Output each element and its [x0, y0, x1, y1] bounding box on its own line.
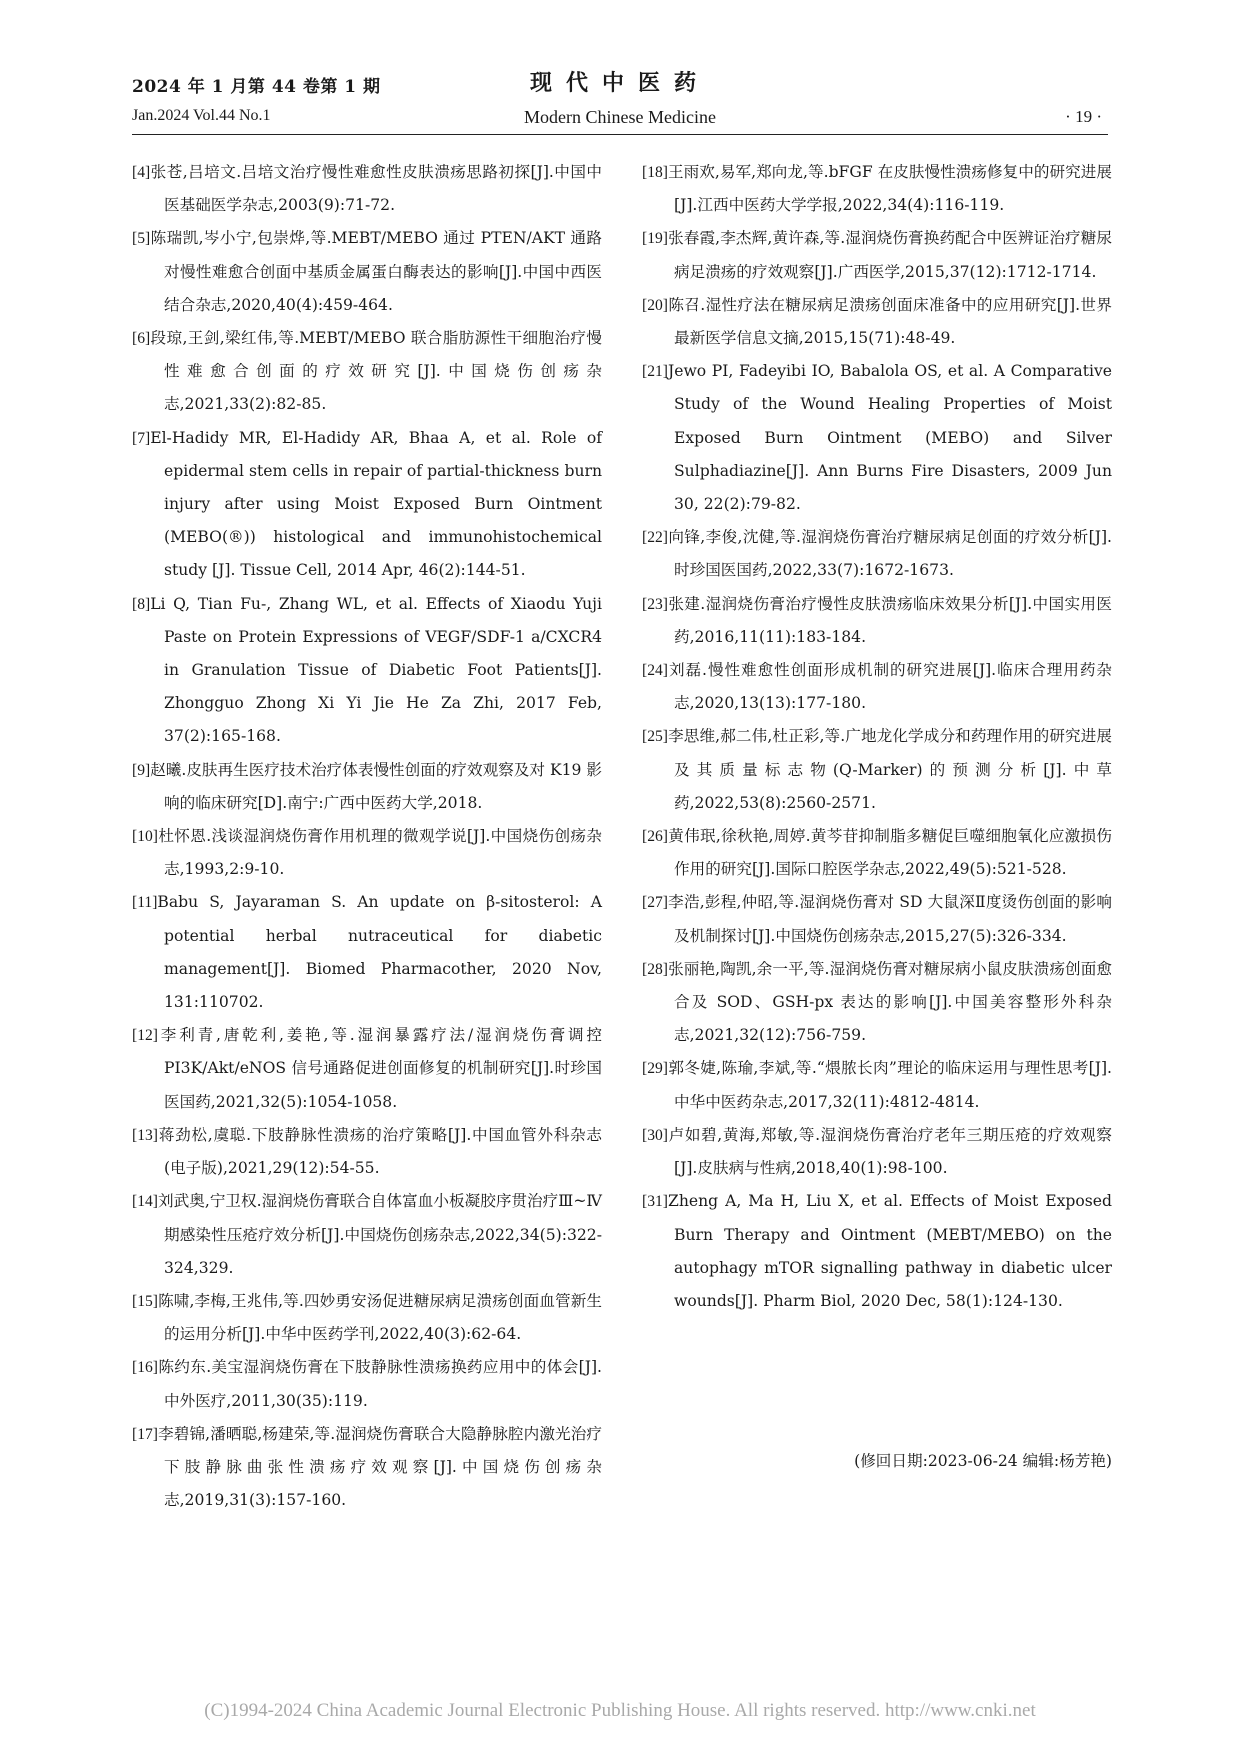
reference-text: 陈约东.美宝湿润烧伤膏在下肢静脉性溃疡换药应用中的体会[J].中外医疗,2011,30(35):119. — [157, 1358, 602, 1410]
reference-number: [23] — [642, 595, 668, 613]
reference-item — [642, 953, 1112, 1053]
copyright-footer: (C)1994-2024 China Academic Journal Electronic Publishing House. All rights reserved. http://www.cnki.net — [204, 1700, 1036, 1721]
reference-item — [132, 1418, 602, 1518]
reference-number: [25] — [642, 728, 668, 746]
reference-number: [22] — [642, 529, 668, 547]
reference-item — [642, 588, 1112, 654]
reference-item — [132, 1351, 602, 1417]
journal-title-en: Modern Chinese Medicine — [524, 107, 716, 127]
reference-item — [132, 222, 602, 322]
reference-number: [9] — [132, 761, 151, 779]
reference-text: 陈啸,李梅,王兆伟,等.四妙勇安汤促进糖尿病足溃疡创面血管新生的运用分析[J].中华中医药学刊,2022,40(3):62-64. — [157, 1291, 602, 1344]
reference-number: [31] — [642, 1193, 668, 1211]
reference-number: [7] — [132, 429, 151, 447]
reference-number: [5] — [132, 230, 151, 248]
reference-text: 黄伟珉,徐秋艳,周婷.黄芩苷抑制脂多糖促巨噬细胞氧化应激损伤作用的研究[J].国际口腔医学杂志,2022,49(5):521-528. — [667, 827, 1112, 879]
reference-text: 张丽艳,陶凯,余一平,等.湿润烧伤膏对糖尿病小鼠皮肤溃疡创面愈合及 SOD、GSH-px 表达的影响[J].中国美容整形外科杂志,2021,32(12):756-759. — [667, 959, 1112, 1045]
reference-number: [6] — [132, 330, 151, 348]
reference-text: 李思维,郝二伟,杜正彩,等.广地龙化学成分和药理作用的研究进展及其质量标志物(Q-Marker)的预测分析[J].中草药,2022,53(8):2560-2571. — [667, 727, 1112, 812]
reference-text: 杜怀恩.浅谈湿润烧伤膏作用机理的微观学说[J].中国烧伤创疡杂志,1993,2:9-10. — [157, 827, 602, 879]
reference-number: [26] — [642, 828, 668, 846]
reference-number: [19] — [642, 230, 668, 248]
reference-item — [642, 222, 1112, 288]
reference-text: 段琼,王剑,梁红伟,等.MEBT/MEBO 联合脂肪源性干细胞治疗慢性难愈合创面的疗效研究[J].中国烧伤创疡杂志,2021,33(2):82-85. — [150, 329, 602, 414]
reference-number: [12] — [132, 1027, 158, 1045]
reference-text: 刘武奥,宁卫权.湿润烧伤膏联合自体富血小板凝胶序贯治疗Ⅲ~Ⅳ期感染性压疮疗效分析[J].中国烧伤创疡杂志,2022,34(5):322-324,329. — [157, 1192, 602, 1277]
reference-item — [132, 754, 602, 820]
reference-text: 陈瑞凯,岑小宁,包崇烨,等.MEBT/MEBO 通过 PTEN/AKT 通路对慢性难愈合创面中基质金属蛋白酶表达的影响[J].中国中西医结合杂志,2020,40(4):459-464. — [150, 229, 602, 314]
reference-number: [21] — [642, 363, 668, 381]
header-rule — [132, 134, 1108, 135]
reference-item — [642, 156, 1112, 222]
reference-item — [132, 156, 602, 222]
reference-text: 陈召.湿性疗法在糖尿病足溃疡创面床准备中的应用研究[J].世界最新医学信息文摘,2015,15(71):48-49. — [667, 295, 1112, 348]
reference-number: [8] — [132, 595, 151, 613]
reference-number: [4] — [132, 164, 151, 181]
reference-item — [642, 1185, 1112, 1318]
reference-number: [29] — [642, 1060, 668, 1078]
reference-number: [16] — [132, 1359, 158, 1377]
reference-item — [132, 1285, 602, 1351]
reference-item — [132, 886, 602, 1019]
reference-item — [642, 289, 1112, 355]
reference-text: 向锋,李俊,沈健,等.湿润烧伤膏治疗糖尿病足创面的疗效分析[J].时珍国医国药,2022,33(7):1672-1673. — [667, 528, 1112, 580]
reference-item — [132, 1185, 602, 1285]
reference-item — [132, 820, 602, 886]
reference-text: 张春霞,李杰辉,黄许森,等.湿润烧伤膏换药配合中医辨证治疗糖尿病足溃疡的疗效观察[J].广西医学,2015,37(12):1712-1714. — [667, 229, 1112, 281]
reference-item — [132, 1019, 602, 1119]
reference-text: 赵曦.皮肤再生医疗技术治疗体表慢性创面的疗效观察及对 K19 影响的临床研究[D].南宁:广西中医药大学,2018. — [150, 760, 602, 812]
issue-en: Jan.2024 Vol.44 No.1 — [132, 107, 271, 124]
reference-text: 刘磊.慢性难愈性创面形成机制的研究进展[J].临床合理用药杂志,2020,13(13):177-180. — [667, 661, 1112, 713]
reference-text: 李利青,唐乾利,姜艳,等.湿润暴露疗法/湿润烧伤膏调控 PI3K/Akt/eNOS 信号通路促进创面修复的机制研究[J].时珍国医国药,2021,32(5):1054-1058. — [157, 1026, 602, 1111]
reference-number: [17] — [132, 1425, 158, 1443]
reference-number: [28] — [642, 960, 668, 978]
reference-text: 李浩,彭程,仲昭,等.湿润烧伤膏对 SD 大鼠深Ⅱ度烫伤创面的影响及机制探讨[J].中国烧伤创疡杂志,2015,27(5):326-334. — [667, 893, 1112, 945]
reference-text: 郭冬婕,陈瑜,李斌,等.“煨脓长肉”理论的临床运用与理性思考[J].中华中医药杂志,2017,32(11):4812-4814. — [667, 1059, 1112, 1111]
reference-text: 张苍,吕培文.吕培文治疗慢性难愈性皮肤溃疡思路初探[J].中国中医基础医学杂志,2003(9):71-72. — [150, 163, 602, 215]
revision-note: (修回日期:2023-06-24 编辑:杨芳艳) — [854, 1452, 1112, 1470]
reference-text: Jewo PI, Fadeyibi IO, Babalola OS, et al. A Comparative Study of the Wound Healing Properties of Moist Exposed Burn Ointment (MEBO) and Silver Sulphadiazine[J]. Ann Burns Fire Disasters, 2009 Jun 30, 22(2):79-82. — [667, 362, 1112, 514]
reference-item — [642, 886, 1112, 952]
reference-text: 蒋劲松,虞聪.下肢静脉性溃疡的治疗策略[J].中国血管外科杂志(电子版),2021,29(12):54-55. — [157, 1125, 602, 1178]
reference-number: [30] — [642, 1126, 668, 1144]
reference-number: [24] — [642, 662, 668, 680]
reference-text: 王雨欢,易军,郑向龙,等.bFGF 在皮肤慢性溃疡修复中的研究进展[J].江西中医药大学学报,2022,34(4):116-119. — [667, 163, 1112, 215]
reference-number: [11] — [132, 894, 158, 912]
reference-text: Zheng A, Ma H, Liu X, et al. Effects of Moist Exposed Burn Therapy and Ointment (MEBT/MEBO) on the autophagy mTOR signalling pathway in diabetic ulcer wounds[J]. Pharm Biol, 2020 Dec, 58(1):124-130. — [667, 1192, 1112, 1310]
reference-item — [642, 1052, 1112, 1118]
reference-number: [14] — [132, 1193, 158, 1211]
reference-item — [132, 422, 602, 588]
reference-number: [15] — [132, 1292, 158, 1310]
reference-text: 张建.湿润烧伤膏治疗慢性皮肤溃疡临床效果分析[J].中国实用医药,2016,11(11):183-184. — [667, 594, 1112, 646]
reference-number: [10] — [132, 828, 158, 846]
references-left-column — [132, 156, 602, 1517]
reference-text: El-Hadidy MR, El-Hadidy AR, Bhaa A, et al. Role of epidermal stem cells in repair of partial-thickness burn injury after using Moist Exposed Burn Ointment (MEBO(®)) histological and immunohistochemical study [J]. Tissue Cell, 2014 Apr, 46(2):144-51. — [150, 428, 602, 580]
reference-item — [642, 1119, 1112, 1185]
reference-item — [132, 1119, 602, 1185]
reference-item — [132, 322, 602, 422]
issue-cn: 2024 年 1 月第 44 卷第 1 期 — [132, 77, 381, 97]
reference-item — [642, 820, 1112, 886]
page-number: · 19 · — [1065, 107, 1102, 126]
reference-item — [642, 355, 1112, 521]
reference-number: [27] — [642, 894, 668, 912]
reference-item — [642, 720, 1112, 820]
reference-number: [20] — [642, 296, 668, 314]
reference-number: [18] — [642, 164, 668, 181]
reference-text: 卢如碧,黄海,郑敏,等.湿润烧伤膏治疗老年三期压疮的疗效观察[J].皮肤病与性病,2018,40(1):98-100. — [667, 1125, 1112, 1178]
reference-text: 李碧锦,潘晒聪,杨建荣,等.湿润烧伤膏联合大隐静脉腔内激光治疗下肢静脉曲张性溃疡疗效观察[J].中国烧伤创疡杂志,2019,31(3):157-160. — [157, 1424, 602, 1510]
reference-text: Li Q, Tian Fu-, Zhang WL, et al. Effects of Xiaodu Yuji Paste on Protein Expressions of VEGF/SDF-1 a/CXCR4 in Granulation Tissue of Diabetic Foot Patients[J]. Zhongguo Zhong Xi Yi Jie He Za Zhi, 2017 Feb, 37(2):165-168. — [150, 594, 602, 746]
reference-item — [642, 654, 1112, 720]
reference-text: Babu S, Jayaraman S. An update on β-sitosterol: A potential herbal nutraceutical for diabetic management[J]. Biomed Pharmacother, 2020 Nov, 131:110702. — [157, 893, 602, 1012]
reference-item — [642, 521, 1112, 587]
journal-title-cn: 现代中医药 — [529, 70, 710, 96]
references-right-column — [642, 156, 1112, 1318]
reference-item — [132, 588, 602, 754]
reference-number: [13] — [132, 1126, 158, 1144]
